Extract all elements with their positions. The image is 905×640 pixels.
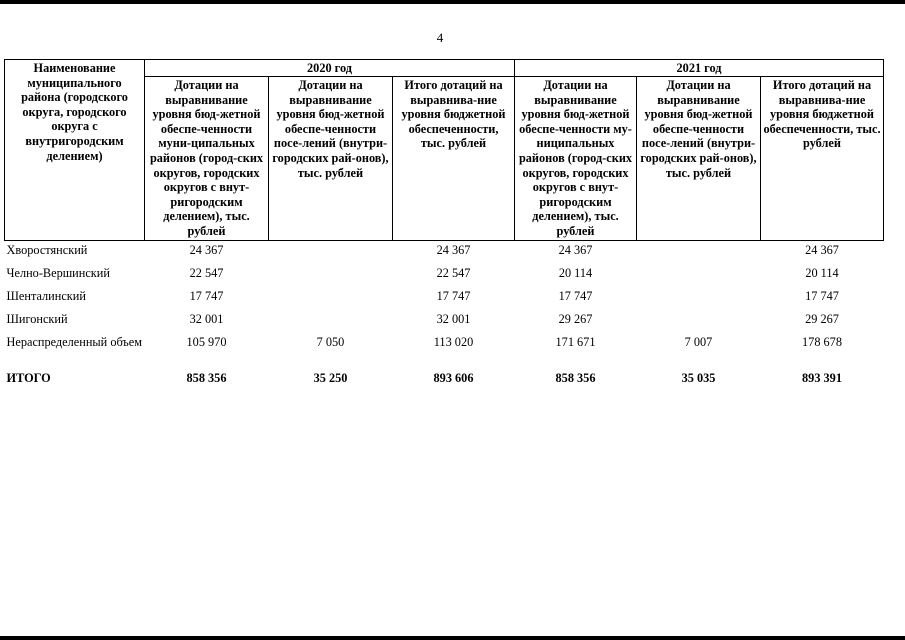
cell-s2020: [269, 264, 393, 287]
cell-s2021: [637, 287, 761, 310]
header-districts-2021: Дотации на выравнивание уровня бюд-жетной обеспе-ченности му-ниципальных районов (город-ских округов, городских округов с внут-ригородским делением), тыс. рублей: [515, 77, 637, 241]
page-number: 4: [436, 30, 444, 45]
cell-s2021: 7 007: [684, 334, 713, 349]
cell-t2020: 17 747: [436, 288, 471, 303]
row-name: Шигонский: [6, 311, 68, 326]
cell-d2020: 105 970: [186, 334, 227, 349]
header-name: Наименование муниципального района (городского округа, городского округа с внутригородским делением): [5, 60, 145, 241]
row-name: Челно-Вершинский: [6, 265, 110, 280]
total-row: [5, 371, 884, 395]
row-name: Шенталинский: [6, 288, 86, 303]
total-d2021: 858 356: [555, 370, 596, 385]
cell-t2020: 32 001: [436, 311, 471, 326]
table-row: [5, 264, 884, 287]
cell-d2021: 24 367: [558, 242, 593, 257]
table-row: [5, 333, 884, 371]
bottom-border: [0, 636, 905, 640]
cell-d2021: 20 114: [558, 265, 593, 280]
cell-s2020: [269, 310, 393, 333]
table-row: [5, 240, 884, 264]
cell-t2021: 17 747: [805, 288, 839, 303]
cell-d2021: 29 267: [558, 311, 593, 326]
header-settlements-2021: Дотации на выравнивание уровня бюд-жетной обеспе-ченности посе-лений (внутри-городских рай-онов), тыс. рублей: [637, 77, 761, 241]
row-name: Нераспределенный объем: [6, 334, 143, 349]
cell-s2020: 7 050: [316, 334, 345, 349]
total-name: ИТОГО: [6, 370, 51, 385]
subsidy-table: [4, 59, 884, 395]
cell-s2021: [637, 240, 761, 264]
cell-s2021: [637, 310, 761, 333]
header-settlements-2020: Дотации на выравнивание уровня бюд-жетной обеспе-ченности посе-лений (внутри-городских рай-онов), тыс. рублей: [269, 77, 393, 241]
cell-s2020: [269, 240, 393, 264]
cell-d2021: 171 671: [555, 334, 596, 349]
total-t2021: 893 391: [802, 370, 842, 385]
cell-s2021: [637, 264, 761, 287]
cell-d2020: 17 747: [189, 288, 224, 303]
header-year-2020: 2020 год: [145, 60, 515, 77]
header-total-2020: Итого дотаций на выравнива-ние уровня бюджетной обеспеченности, тыс. рублей: [393, 77, 515, 241]
cell-t2020: 24 367: [436, 242, 471, 257]
table-row: [5, 287, 884, 310]
header-year-2021: 2021 год: [515, 60, 884, 77]
cell-d2020: 32 001: [189, 311, 224, 326]
cell-t2021: 20 114: [805, 265, 839, 280]
cell-t2020: 113 020: [433, 334, 474, 349]
cell-d2020: 24 367: [189, 242, 224, 257]
header-districts-2020: Дотации на выравнивание уровня бюд-жетной обеспе-ченности муни-ципальных районов (город-ских округов, городских округов с внут-ригородским делением), тыс. рублей: [145, 77, 269, 241]
cell-d2020: 22 547: [189, 265, 224, 280]
total-s2020: 35 250: [313, 370, 348, 385]
cell-t2021: 29 267: [805, 311, 839, 326]
cell-s2020: [269, 287, 393, 310]
total-s2021: 35 035: [681, 370, 716, 385]
top-border: [0, 0, 905, 4]
row-name: Хворостянский: [6, 242, 88, 257]
cell-t2021: 24 367: [805, 242, 839, 257]
header-total-2021: Итого дотаций на выравнива-ние уровня бюджетной обеспеченности, тыс. рублей: [761, 77, 884, 241]
total-d2020: 858 356: [186, 370, 227, 385]
cell-d2021: 17 747: [558, 288, 593, 303]
cell-t2021: 178 678: [802, 334, 842, 349]
cell-t2020: 22 547: [436, 265, 471, 280]
table-row: [5, 310, 884, 333]
total-t2020: 893 606: [433, 370, 474, 385]
